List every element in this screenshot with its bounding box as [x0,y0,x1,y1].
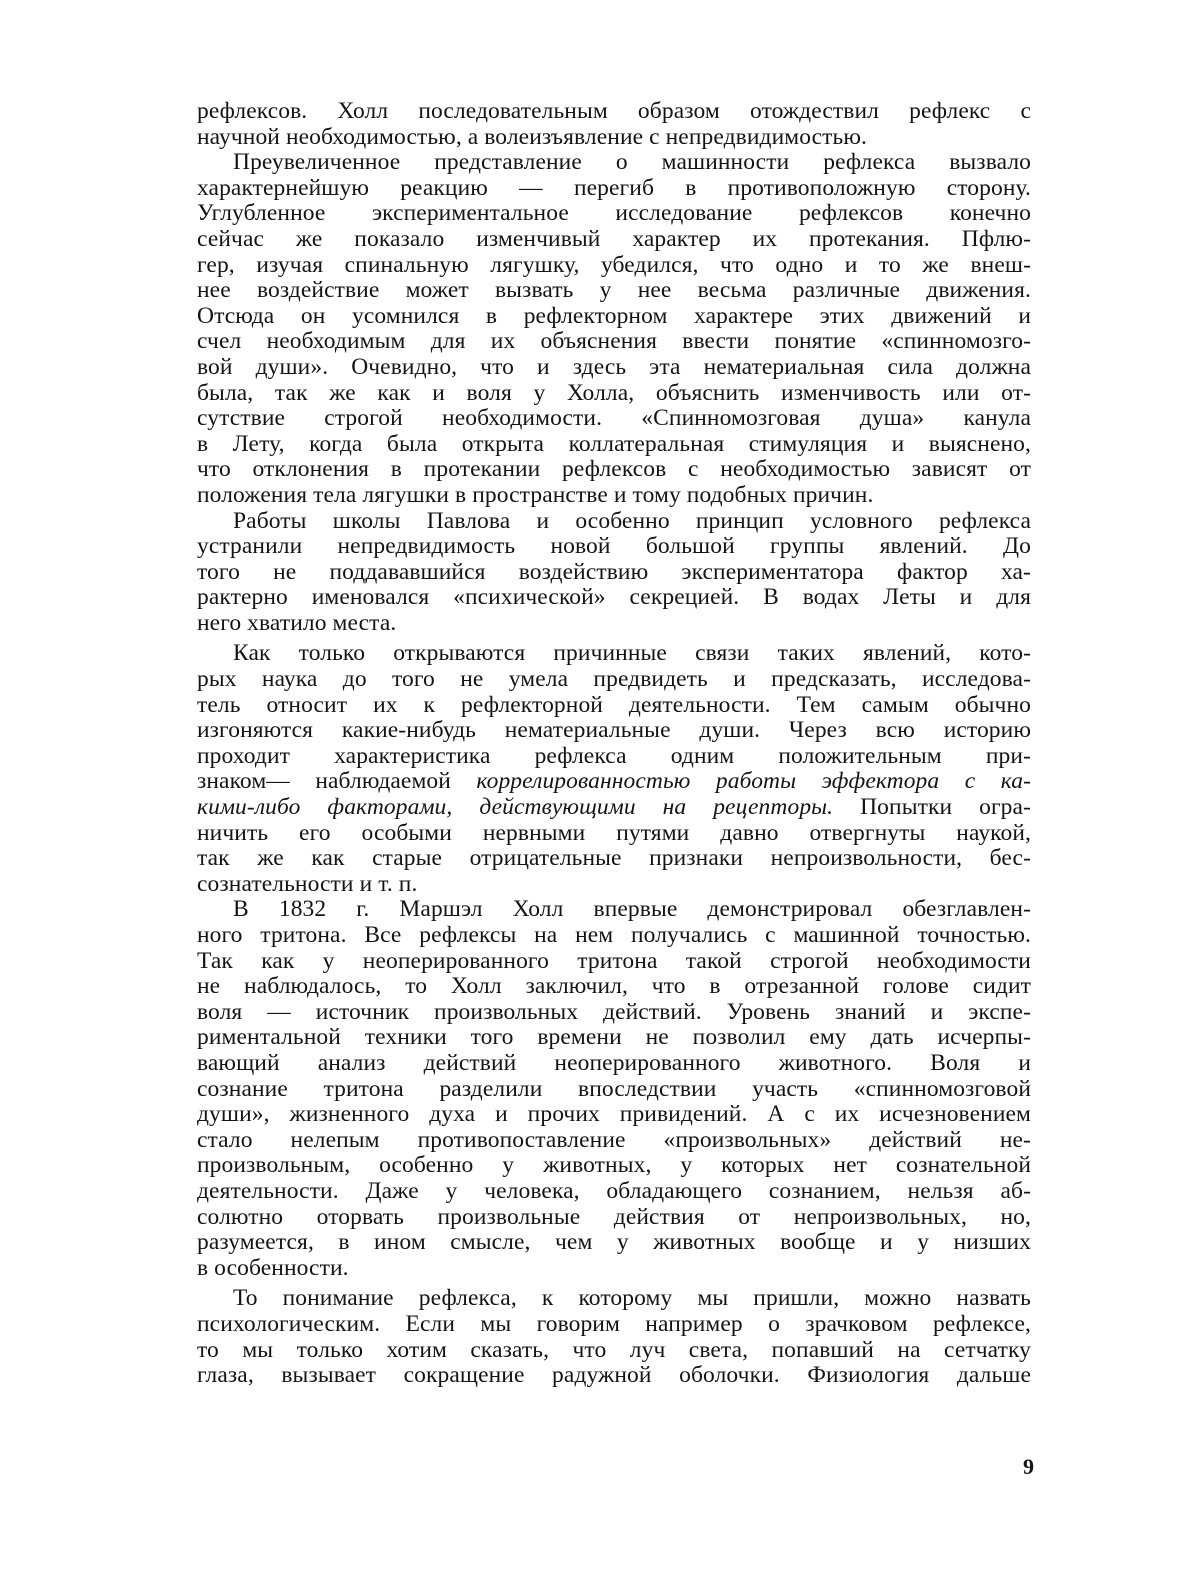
text-line: Углубленное экспериментальное исследование рефлексов конечно [197,201,1031,227]
text-line: сейчас же показало изменчивый характер их протекания. Пфлю- [197,226,1031,252]
paragraph-start-line: То понимание рефлекса, к которому мы пришли, можно назвать [233,1286,1031,1312]
text-segment: знаком— наблюдаемой [197,769,477,795]
text-line: того не поддававшийся воздействию экспериментатора фактор ха- [197,559,1031,585]
text-line: ного тритона. Все рефлексы на нем получались с машинной точностью. [197,923,1031,948]
text-line: сознание тритона разделили впоследствии участь «спинномозговой [197,1076,1031,1102]
text-line: Отсюда он усомнился в рефлекторном характере этих движений и [197,303,1031,329]
text-line: психологическим. Если мы говорим например о зрачковом рефлексе, [197,1311,1031,1337]
text-line: проходит характеристика рефлекса одним положительным при- [197,743,1031,769]
text-line: рефлексов. Холл последовательным образом отождествил рефлекс с [197,99,1031,124]
text-line: рактерно именовался «психической» секрецией. В водах Леты и для [197,585,1031,611]
paragraph-start-line: Как только открываются причинные связи таких явлений, кото- [233,641,1031,667]
text-line: солютно оторвать произвольные действия от непроизвольных, но, [197,1204,1031,1230]
paragraph-start-line: В 1832 г. Маршэл Холл впервые демонстрировал обезглавлен- [233,897,1031,923]
text-line: в особенности. [197,1255,349,1281]
italic-segment: кими-либо факторами, действующими на рецепторы. [197,795,834,821]
paragraph-start-line: Работы школы Павлова и особенно принцип условного рефлекса [233,508,1031,534]
text-line: то мы только хотим сказать, что луч света, попавший на сетчатку [197,1337,1031,1363]
text-line: была, так же как и воля у Холла, объяснить изменчивость или от- [197,380,1031,406]
text-line: вающий анализ действий неоперированного животного. Воля и [197,1050,1031,1076]
text-line: в Лету, когда была открыта коллатеральная стимуляция и выяснено, [197,431,1031,457]
paragraph-start-line: Преувеличенное представление о машинности рефлекса вызвало [233,150,1031,176]
text-line: тель относит их к рефлекторной деятельности. Тем самым обычно [197,692,1031,718]
text-line: души», жизненного духа и прочих привидений. А с их исчезновением [197,1102,1031,1128]
text-line: сознательности и т. п. [197,871,418,897]
text-line: счел необходимым для их объяснения ввести понятие «спинномозго- [197,329,1031,355]
text-line: изгоняются какие-нибудь нематериальные души. Через всю историю [197,718,1031,744]
text-line-with-italic [197,795,1031,821]
body-text [197,99,1031,1389]
text-line: вой души». Очевидно, что и здесь эта нематериальная сила должна [197,354,1031,380]
text-line: стало нелепым противопоставление «произвольных» действий не- [197,1127,1031,1153]
text-line: характернейшую реакцию — перегиб в противоположную сторону. [197,175,1031,201]
text-line: разумеется, в ином смысле, чем у животных вообще и у низших [197,1230,1031,1256]
text-line: устранили непредвидимость новой большой группы явлений. До [197,534,1031,560]
text-line: научной необходимостью, а волеизъявление с непредвидимостью. [197,124,868,150]
page-number: 9 [1023,1454,1034,1479]
text-line: риментальной техники того времени не позволил ему дать исчерпы- [197,1025,1031,1051]
text-line: сутствие строгой необходимости. «Спинномозговая душа» канула [197,406,1031,432]
text-line: деятельности. Даже у человека, обладающего сознанием, нельзя аб- [197,1178,1031,1204]
text-line: произвольным, особенно у животных, у которых нет сознательной [197,1153,1031,1179]
text-line: него хватило места. [197,610,397,636]
text-line: ничить его особыми нервными путями давно отвергнуты наукой, [197,820,1031,846]
text-line: положения тела лягушки в пространстве и тому подобных причин. [197,482,874,508]
text-line: не наблюдалось, то Холл заключил, что в отрезанной голове сидит [197,974,1031,1000]
text-line: Так как у неоперированного тритона такой строгой необходимости [197,948,1031,974]
text-line-with-italic [197,769,1031,795]
italic-segment: коррелированностью работы эффектора с ка- [476,769,1031,795]
text-segment: Попытки огра- [833,795,1031,821]
text-line: глаза, вызывает сокращение радужной оболочки. Физиология дальше [197,1363,1031,1389]
text-line: воля — источник произвольных действий. Уровень знаний и экспе- [197,999,1031,1025]
text-line: так же как старые отрицательные признаки непроизвольности, бес- [197,846,1031,872]
text-line: рых наука до того не умела предвидеть и предсказать, исследова- [197,667,1031,693]
text-line: гер, изучая спинальную лягушку, убедился, что одно и то же внеш- [197,252,1031,278]
text-line: нее воздействие может вызвать у нее весьма различные движения. [197,278,1031,304]
text-line: что отклонения в протекании рефлексов с необходимостью зависят от [197,457,1031,483]
